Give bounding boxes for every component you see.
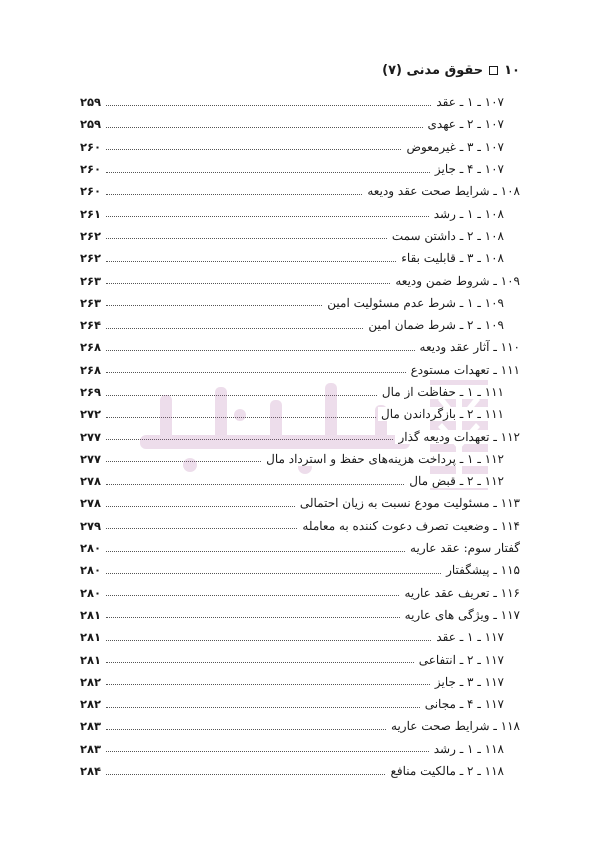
toc-entry-page-number: ۲۶۸ — [80, 362, 102, 377]
toc-entry — [80, 626, 520, 648]
toc-entry — [80, 202, 520, 224]
toc-entry — [80, 158, 520, 180]
toc-entry-title: ۱۱۱ ـ ۲ ـ بازگرداندن مال — [378, 407, 520, 421]
toc-entry — [80, 671, 520, 693]
dot-leader — [106, 729, 386, 730]
toc-entry — [80, 425, 520, 447]
toc-entry-title: ۱۰۹ ـ ۱ ـ شرط عدم مسئولیت امین — [324, 296, 520, 310]
dot-leader — [106, 774, 385, 775]
dot-leader — [106, 595, 399, 596]
toc-entry — [80, 381, 520, 403]
toc-entry-page-number: ۲۸۲ — [80, 674, 102, 689]
toc-entry-title: ۱۱۷ ـ ۲ ـ انتفاعی — [416, 653, 520, 667]
toc-entry-page-number: ۲۷۹ — [80, 518, 102, 533]
dot-leader — [106, 127, 423, 128]
toc-entry-title: ۱۰۸ ـ ۲ ـ داشتن سمت — [389, 229, 520, 243]
toc-entry-title: ۱۰۷ ـ ۲ ـ عهدی — [425, 117, 520, 131]
toc-entry-page-number: ۲۶۸ — [80, 340, 102, 355]
toc-entry — [80, 582, 520, 604]
toc-entry — [80, 738, 520, 760]
table-of-contents — [80, 91, 520, 782]
toc-entry — [80, 269, 520, 291]
toc-entry-title: ۱۱۱ ـ تعهدات مستودع — [408, 363, 520, 377]
toc-entry — [80, 470, 520, 492]
toc-entry-page-number: ۲۸۳ — [80, 741, 102, 756]
dot-leader — [106, 350, 415, 351]
toc-entry-title: ۱۱۲ ـ تعهدات ودیعه گذار — [395, 430, 520, 444]
toc-entry-title: ۱۱۸ ـ ۱ ـ رشد — [431, 742, 520, 756]
dot-leader — [106, 573, 441, 574]
toc-entry — [80, 693, 520, 715]
toc-entry-title: ۱۰۸ ـ ۳ ـ قابلیت بقاء — [398, 251, 520, 265]
toc-entry — [80, 113, 520, 135]
dot-leader — [106, 105, 431, 106]
toc-entry-page-number: ۲۶۰ — [80, 139, 102, 154]
dot-leader — [106, 395, 377, 396]
toc-entry — [80, 492, 520, 514]
dot-leader — [106, 238, 387, 239]
dot-leader — [106, 551, 405, 552]
dot-leader — [106, 506, 295, 507]
toc-entry-page-number: ۲۵۹ — [80, 117, 102, 132]
toc-entry — [80, 91, 520, 113]
toc-entry-title: ۱۱۱ ـ ۱ ـ حفاظت از مال — [379, 385, 520, 399]
toc-entry — [80, 403, 520, 425]
page-header — [382, 63, 520, 78]
toc-entry-page-number: ۲۷۸ — [80, 474, 102, 489]
dot-leader — [106, 640, 431, 641]
toc-entry-title: ۱۰۸ ـ ۱ ـ رشد — [431, 207, 520, 221]
dot-leader — [106, 662, 414, 663]
toc-entry-page-number: ۲۸۰ — [80, 563, 102, 578]
toc-entry-title: ۱۱۷ ـ ۴ ـ مجانی — [422, 697, 520, 711]
dot-leader — [106, 194, 362, 195]
toc-entry-title: ۱۱۰ ـ آثار عقد ودیعه — [417, 340, 520, 354]
toc-entry — [80, 648, 520, 670]
book-title: حقوق مدنی (۷) — [382, 63, 484, 78]
toc-entry — [80, 247, 520, 269]
dot-leader — [106, 149, 401, 150]
toc-entry — [80, 292, 520, 314]
page-number: ۱۰ — [504, 63, 520, 78]
dot-leader — [106, 328, 363, 329]
toc-entry-title: ۱۱۷ ـ ۳ ـ جایز — [432, 675, 520, 689]
toc-entry-page-number: ۲۸۰ — [80, 541, 102, 556]
toc-entry-title: ۱۰۷ ـ ۳ ـ غیرمعوض — [403, 140, 520, 154]
dot-leader — [106, 617, 400, 618]
toc-entry-title: ۱۰۹ ـ ۲ ـ شرط ضمان امین — [365, 318, 520, 332]
toc-entry-page-number: ۲۶۹ — [80, 385, 102, 399]
toc-entry — [80, 448, 520, 470]
dot-leader — [106, 751, 429, 752]
toc-entry-title: ۱۰۷ ـ ۴ ـ جایز — [432, 162, 520, 176]
toc-entry-page-number: ۲۸۱ — [80, 630, 102, 645]
dot-leader — [106, 216, 429, 217]
toc-entry-title: ۱۱۳ ـ مسئولیت مودع نسبت به زیان احتمالی — [297, 496, 520, 510]
toc-entry-page-number: ۲۸۱ — [80, 607, 102, 622]
toc-entry — [80, 359, 520, 381]
dot-leader — [106, 261, 396, 262]
toc-entry-title: ۱۰۸ ـ شرایط صحت عقد ودیعه — [364, 184, 520, 198]
toc-entry-page-number: ۲۷۸ — [80, 496, 102, 511]
toc-entry-page-number: ۲۶۰ — [80, 162, 102, 177]
toc-entry-page-number: ۲۷۲ — [80, 407, 102, 422]
dot-leader — [106, 372, 406, 373]
toc-entry-page-number: ۲۶۰ — [80, 184, 102, 199]
toc-entry-page-number: ۲۶۴ — [80, 318, 102, 333]
toc-entry-title: ۱۰۹ ـ شروط ضمن ودیعه — [392, 274, 520, 288]
toc-entry-page-number: ۲۷۷ — [80, 451, 102, 466]
toc-entry-page-number: ۲۶۳ — [80, 273, 102, 288]
toc-entry-page-number: ۲۸۳ — [80, 719, 102, 734]
toc-entry — [80, 760, 520, 782]
toc-entry-page-number: ۲۸۰ — [80, 585, 102, 600]
toc-entry — [80, 715, 520, 737]
dot-leader — [106, 283, 390, 284]
toc-entry-page-number: ۲۵۹ — [80, 95, 102, 110]
square-bullet-icon — [489, 66, 498, 75]
toc-entry-title: ۱۰۷ ـ ۱ ـ عقد — [433, 95, 520, 109]
dot-leader — [106, 461, 261, 462]
toc-entry-page-number: ۲۶۲ — [80, 251, 102, 266]
toc-entry-title: ۱۱۲ ـ ۲ ـ قبض مال — [406, 474, 520, 488]
toc-entry-page-number: ۲۸۴ — [80, 764, 102, 779]
toc-entry-page-number: ۲۶۱ — [80, 206, 102, 221]
dot-leader — [106, 172, 430, 173]
toc-entry — [80, 225, 520, 247]
toc-entry — [80, 136, 520, 158]
dot-leader — [106, 484, 404, 485]
dot-leader — [106, 707, 420, 708]
toc-entry — [80, 559, 520, 581]
toc-entry-title: ۱۱۴ ـ وضعیت تصرف دعوت کننده به معامله — [299, 519, 520, 533]
toc-entry-title: ۱۱۲ ـ ۱ ـ پرداخت هزینه‌های حفظ و استرداد مال — [263, 452, 520, 466]
toc-entry-page-number: ۲۷۷ — [80, 429, 102, 444]
toc-entry-title: ۱۱۸ ـ شرایط صحت عاریه — [388, 719, 520, 733]
toc-entry — [80, 604, 520, 626]
toc-entry-title: ۱۱۷ ـ ۱ ـ عقد — [433, 630, 520, 644]
toc-entry — [80, 180, 520, 202]
dot-leader — [106, 305, 322, 306]
toc-entry — [80, 537, 520, 559]
dot-leader — [106, 417, 376, 418]
toc-entry — [80, 336, 520, 358]
dot-leader — [106, 439, 393, 440]
toc-entry-title: گفتار سوم: عقد عاریه — [407, 541, 520, 555]
dot-leader — [106, 684, 430, 685]
toc-entry-page-number: ۲۸۱ — [80, 652, 102, 667]
toc-entry-page-number: ۲۶۳ — [80, 295, 102, 310]
toc-entry-title: ۱۱۵ ـ پیشگفتار — [443, 563, 520, 577]
toc-entry — [80, 314, 520, 336]
toc-entry-page-number: ۲۸۲ — [80, 697, 102, 712]
toc-entry-title: ۱۱۶ ـ تعریف عقد عاریه — [401, 586, 520, 600]
toc-entry-title: ۱۱۷ ـ ویژگی های عاریه — [402, 608, 520, 622]
toc-entry — [80, 515, 520, 537]
toc-entry-title: ۱۱۸ ـ ۲ ـ مالکیت منافع — [387, 764, 520, 778]
toc-entry-page-number: ۲۶۲ — [80, 228, 102, 243]
dot-leader — [106, 528, 297, 529]
